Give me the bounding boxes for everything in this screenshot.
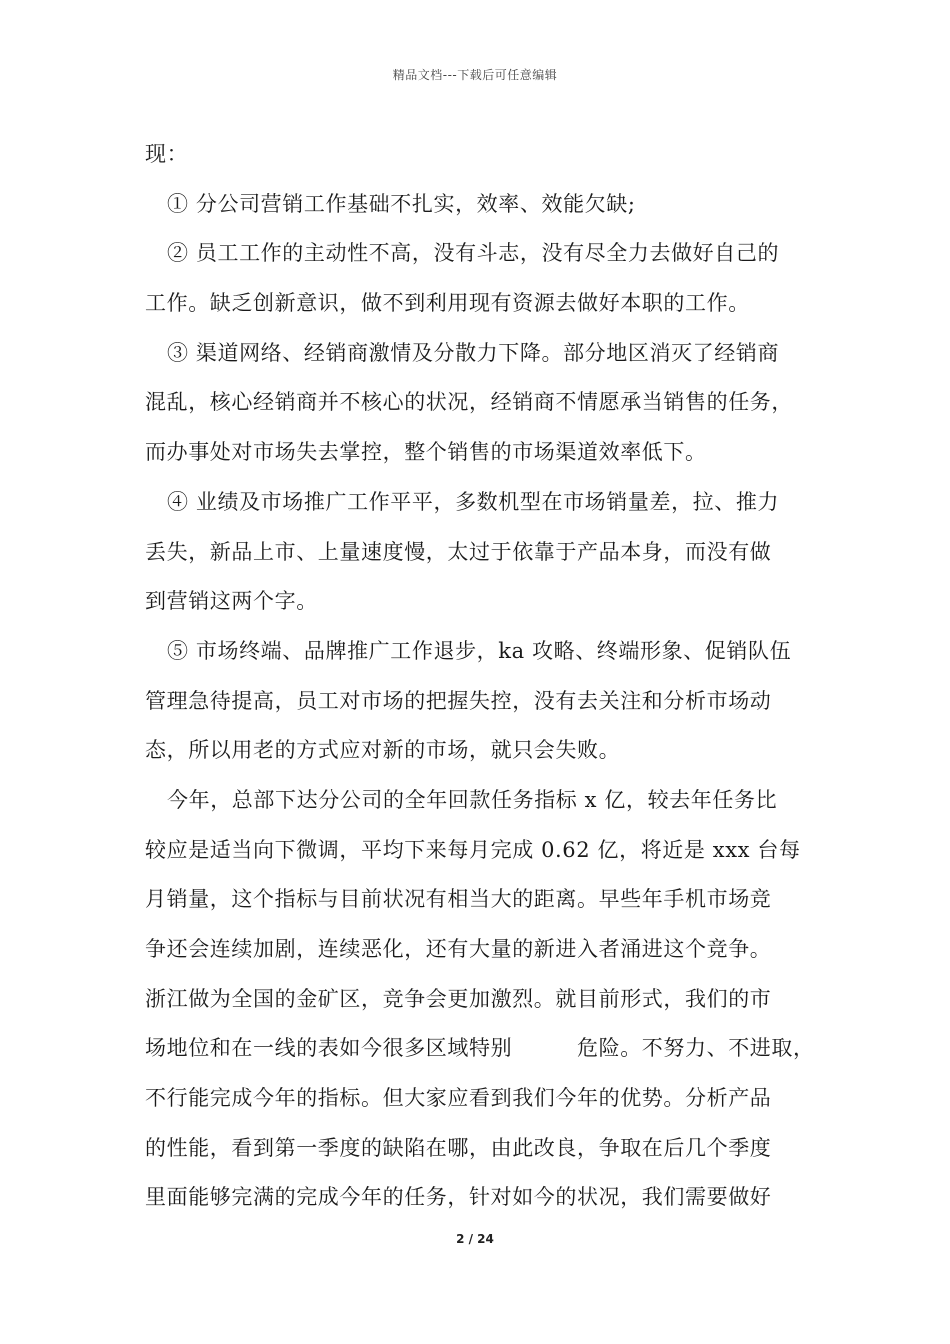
text-line: 较应是适当向下微调，平均下来每月完成 0.62 亿，将近是 xxx 台每 — [145, 837, 801, 862]
text-line: 的性能，看到第一季度的缺陷在哪，由此改良，争取在后几个季度 — [145, 1135, 772, 1160]
document-body — [145, 130, 815, 1223]
list-item-4: ④ 业绩及市场推广工作平平，多数机型在市场销量差，拉、推力 — [167, 489, 780, 514]
page-number: 2 / 24 — [456, 1232, 494, 1246]
list-item-1: ① 分公司营销工作基础不扎实，效率、效能欠缺; — [167, 191, 636, 216]
text-line: 混乱，核心经销商并不核心的状况，经销商不情愿承当销售的任务， — [145, 390, 793, 415]
list-item-5: ⑤ 市场终端、品牌推广工作退步，ka 攻略、终端形象、促销队伍 — [167, 638, 792, 663]
text-line: 争还会连续加剧，连续恶化，还有大量的新进入者涌进这个竞争。 — [145, 937, 772, 961]
text-line: 管理急待提高，员工对市场的把握失控，没有去关注和分析市场动 — [145, 688, 772, 713]
text-line: 而办事处对市场失去掌控，整个销售的市场渠道效率低下。 — [145, 440, 707, 465]
text-line: 不行能完成今年的指标。但大家应看到我们今年的优势。分析产品 — [145, 1086, 772, 1111]
list-item-2: ② 员工工作的主动性不高，没有斗志，没有尽全力去做好自己的 — [167, 241, 780, 266]
list-item-3: ③ 渠道网络、经销商激情及分散力下降。部分地区消灭了经销商 — [167, 340, 780, 365]
text-line: 工作。缺乏创新意识，做不到利用现有资源去做好本职的工作。 — [145, 291, 750, 316]
text-line: 场地位和在一线的表如今很多区域特别 危险。不努力、不进取， — [145, 1036, 815, 1061]
text-line: 态，所以用老的方式应对新的市场，就只会失败。 — [145, 738, 621, 763]
page-header: 精品文档---下载后可任意编辑 — [392, 68, 558, 82]
text-line: 现： — [145, 142, 189, 166]
text-line: 到营销这两个字。 — [145, 589, 318, 614]
text-line: 月销量，这个指标与目前状况有相当大的距离。早些年手机市场竞 — [145, 887, 772, 912]
text-line: 里面能够完满的完成今年的任务，针对如今的状况，我们需要做好 — [145, 1185, 772, 1210]
paragraph-start: 今年，总部下达分公司的全年回款任务指标 x 亿，较去年任务比 — [167, 787, 778, 812]
text-line: 浙江做为全国的金矿区，竞争会更加激烈。就目前形式，我们的市 — [145, 986, 772, 1011]
text-line: 丢失，新品上市、上量速度慢，太过于依靠于产品本身，而没有做 — [145, 539, 772, 564]
